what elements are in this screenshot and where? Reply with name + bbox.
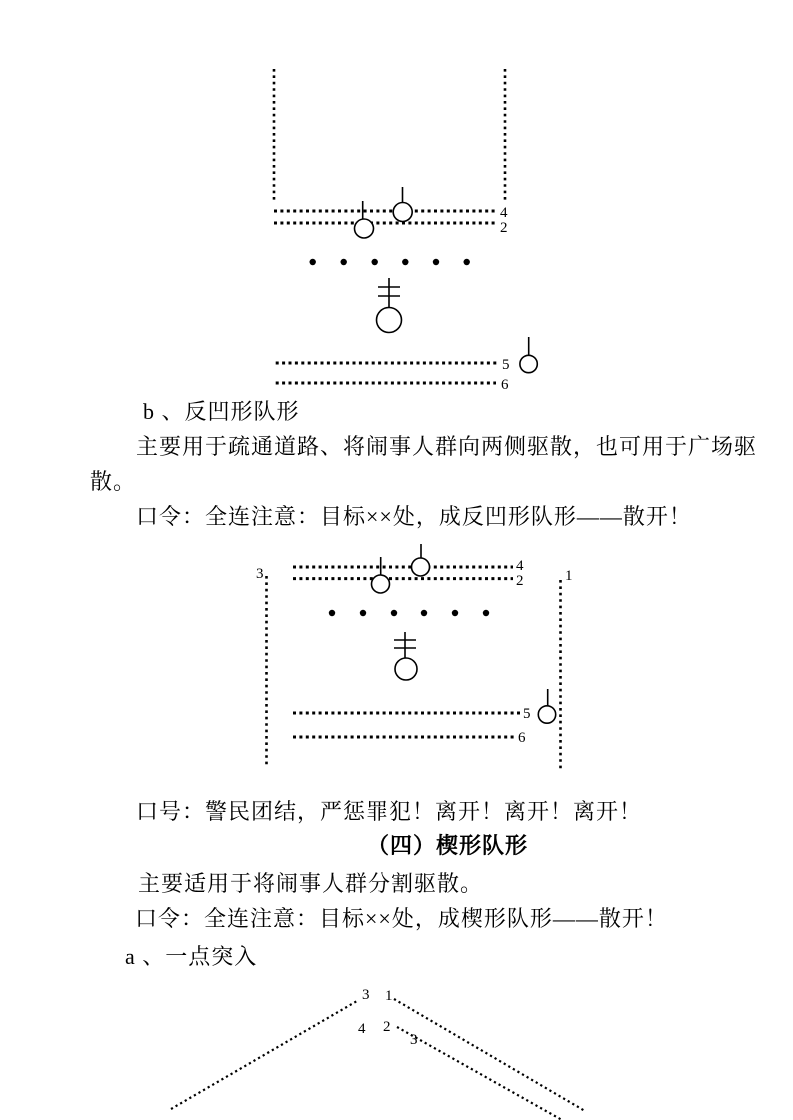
wedge-left-inner-label: 4 — [358, 1021, 366, 1037]
rank-line-4-label: 4 — [500, 205, 508, 221]
crowd-dot — [464, 259, 470, 265]
crowd-dot — [421, 610, 427, 616]
crowd-dot — [341, 259, 347, 265]
right-wing-label: 1 — [565, 568, 573, 584]
wedge-right-outer-dotted-line — [394, 999, 585, 1111]
diagram-wedge-formation — [150, 975, 650, 1120]
crowd-dot — [372, 259, 378, 265]
crowd-dot — [402, 259, 408, 265]
wedge-inner-extra-label: 3 — [410, 1032, 418, 1048]
rank-line-5-label: 5 — [523, 706, 531, 722]
diagram-reverse-concave-formation — [240, 540, 580, 785]
officer-symbol — [412, 558, 430, 576]
officer-symbol — [520, 355, 537, 372]
wedge-right-inner-dotted-line — [397, 1027, 562, 1120]
paragraph-usage-line1: 主要用于疏通道路、将闹事人群向两侧驱散，也可用于广场驱 — [136, 434, 758, 459]
rank-line-2-label: 2 — [516, 573, 524, 589]
crowd-dot — [391, 610, 397, 616]
commander-symbol — [377, 308, 402, 333]
commander-symbol — [395, 658, 417, 680]
wedge-right-inner-label: 2 — [383, 1019, 391, 1035]
wedge-right-outer-label: 1 — [385, 988, 393, 1004]
crowd-dot — [433, 259, 439, 265]
subitem-b-title: b 、反凹形队形 — [143, 399, 300, 424]
command-text-concave: 口令：全连注意：目标××处，成反凹形队形——散开！ — [136, 504, 692, 529]
rank-line-6-label: 6 — [501, 377, 509, 393]
crowd-dot — [483, 610, 489, 616]
crowd-dot — [360, 610, 366, 616]
paragraph-wedge-usage: 主要适用于将闹事人群分割驱散。 — [138, 871, 484, 896]
subitem-a-title: a 、一点突入 — [125, 944, 258, 969]
wedge-left-outer-label: 3 — [362, 987, 370, 1003]
rank-line-6-label: 6 — [518, 730, 526, 746]
officer-symbol — [355, 219, 374, 238]
paragraph-usage-line2: 散。 — [90, 469, 137, 494]
crowd-dot — [310, 259, 316, 265]
crowd-dot — [329, 610, 335, 616]
section-heading-wedge: （四）楔形队形 — [367, 833, 529, 858]
rank-line-2-label: 2 — [500, 220, 508, 236]
wedge-left-dotted-line — [171, 1001, 357, 1109]
left-wing-label: 3 — [256, 566, 264, 582]
command-text-wedge: 口令：全连注意：目标××处，成楔形队形——散开！ — [135, 906, 668, 931]
officer-symbol — [372, 575, 390, 593]
slogan-text: 口号：警民团结，严惩罪犯！离开！离开！离开！ — [136, 799, 643, 824]
officer-symbol — [538, 706, 555, 723]
rank-line-4-label: 4 — [516, 558, 524, 574]
officer-symbol — [393, 203, 412, 222]
diagram-concave-formation — [255, 60, 545, 400]
rank-line-5-label: 5 — [502, 357, 510, 373]
crowd-dot — [452, 610, 458, 616]
